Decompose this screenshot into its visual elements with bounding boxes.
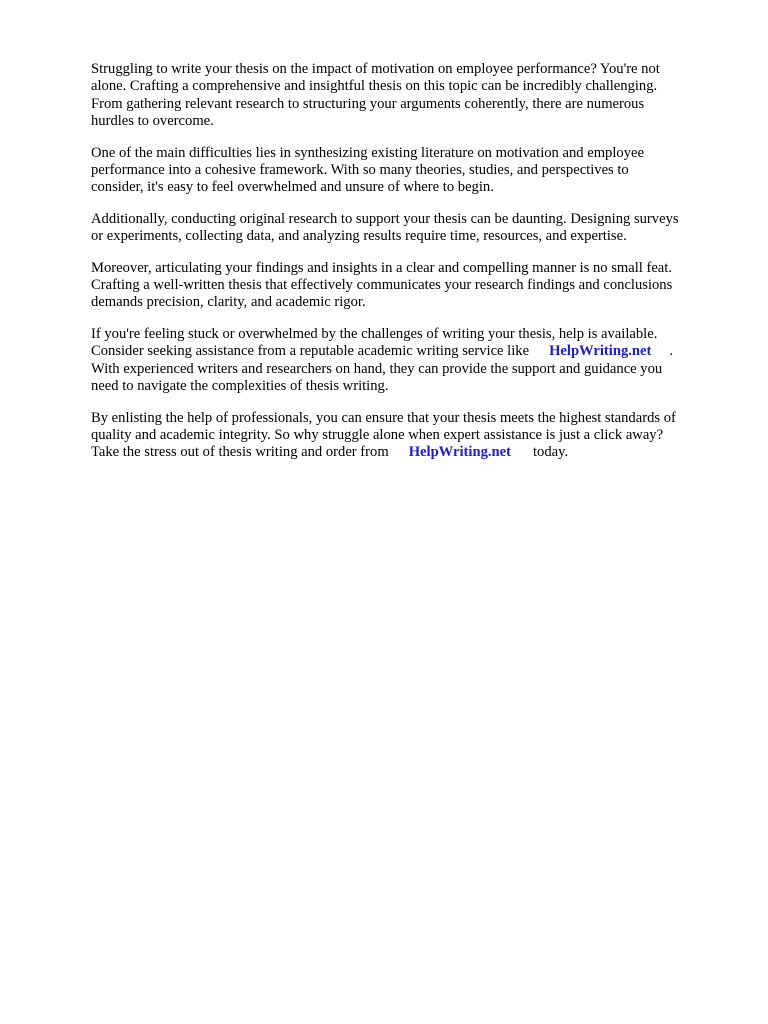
text-line: Crafting a well-written thesis that effectively communicates your research findings and conclusions — [91, 277, 673, 294]
text-fragment: Consider seeking assistance from a reputable academic writing service like — [91, 343, 530, 360]
text-line: Moreover, articulating your findings and insights in a clear and compelling manner is no small feat. — [91, 259, 672, 276]
text-line: alone. Crafting a comprehensive and insightful thesis on this topic can be incredibly challenging. — [91, 78, 658, 95]
text-line: By enlisting the help of professionals, you can ensure that your thesis meets the highest standards of — [91, 409, 676, 426]
text-line-with-link — [91, 444, 721, 461]
text-line: consider, it's easy to feel overwhelmed and unsure of where to begin. — [91, 179, 494, 196]
text-line: Additionally, conducting original research to support your thesis can be daunting. Designing surveys — [91, 210, 679, 227]
text-line-with-link — [91, 343, 721, 360]
text-line: With experienced writers and researchers on hand, they can provide the support and guidance you — [91, 360, 663, 377]
text-line: need to navigate the complexities of thesis writing. — [91, 378, 389, 395]
text-line: From gathering relevant research to structuring your arguments coherently, there are numerous — [91, 95, 645, 112]
text-fragment: . — [669, 343, 674, 360]
text-line: If you're feeling stuck or overwhelmed by the challenges of writing your thesis, help is available. — [91, 325, 658, 342]
paragraph-research — [91, 211, 721, 246]
paragraph-articulating — [91, 260, 721, 312]
text-fragment: Take the stress out of thesis writing and order from — [91, 444, 389, 461]
text-line: quality and academic integrity. So why struggle alone when expert assistance is just a click away? — [91, 426, 664, 443]
text-line: Struggling to write your thesis on the impact of motivation on employee performance? You're not — [91, 61, 660, 77]
text-line: or experiments, collecting data, and analyzing results require time, resources, and expertise. — [91, 228, 627, 245]
helpwriting-link[interactable]: HelpWriting.net — [549, 343, 652, 360]
text-line: hurdles to overcome. — [91, 113, 214, 130]
paragraph-closing — [91, 410, 721, 462]
helpwriting-order-link[interactable]: HelpWriting.net — [408, 444, 511, 461]
text-line: demands precision, clarity, and academic rigor. — [91, 294, 366, 311]
paragraph-assistance — [91, 326, 721, 396]
text-line: performance into a cohesive framework. With so many theories, studies, and perspectives to — [91, 162, 629, 179]
document-body — [91, 61, 721, 476]
paragraph-intro — [91, 61, 721, 131]
paragraph-difficulties — [91, 145, 721, 197]
text-line: One of the main difficulties lies in synthesizing existing literature on motivation and employee — [91, 144, 644, 161]
text-fragment: today. — [532, 444, 569, 461]
